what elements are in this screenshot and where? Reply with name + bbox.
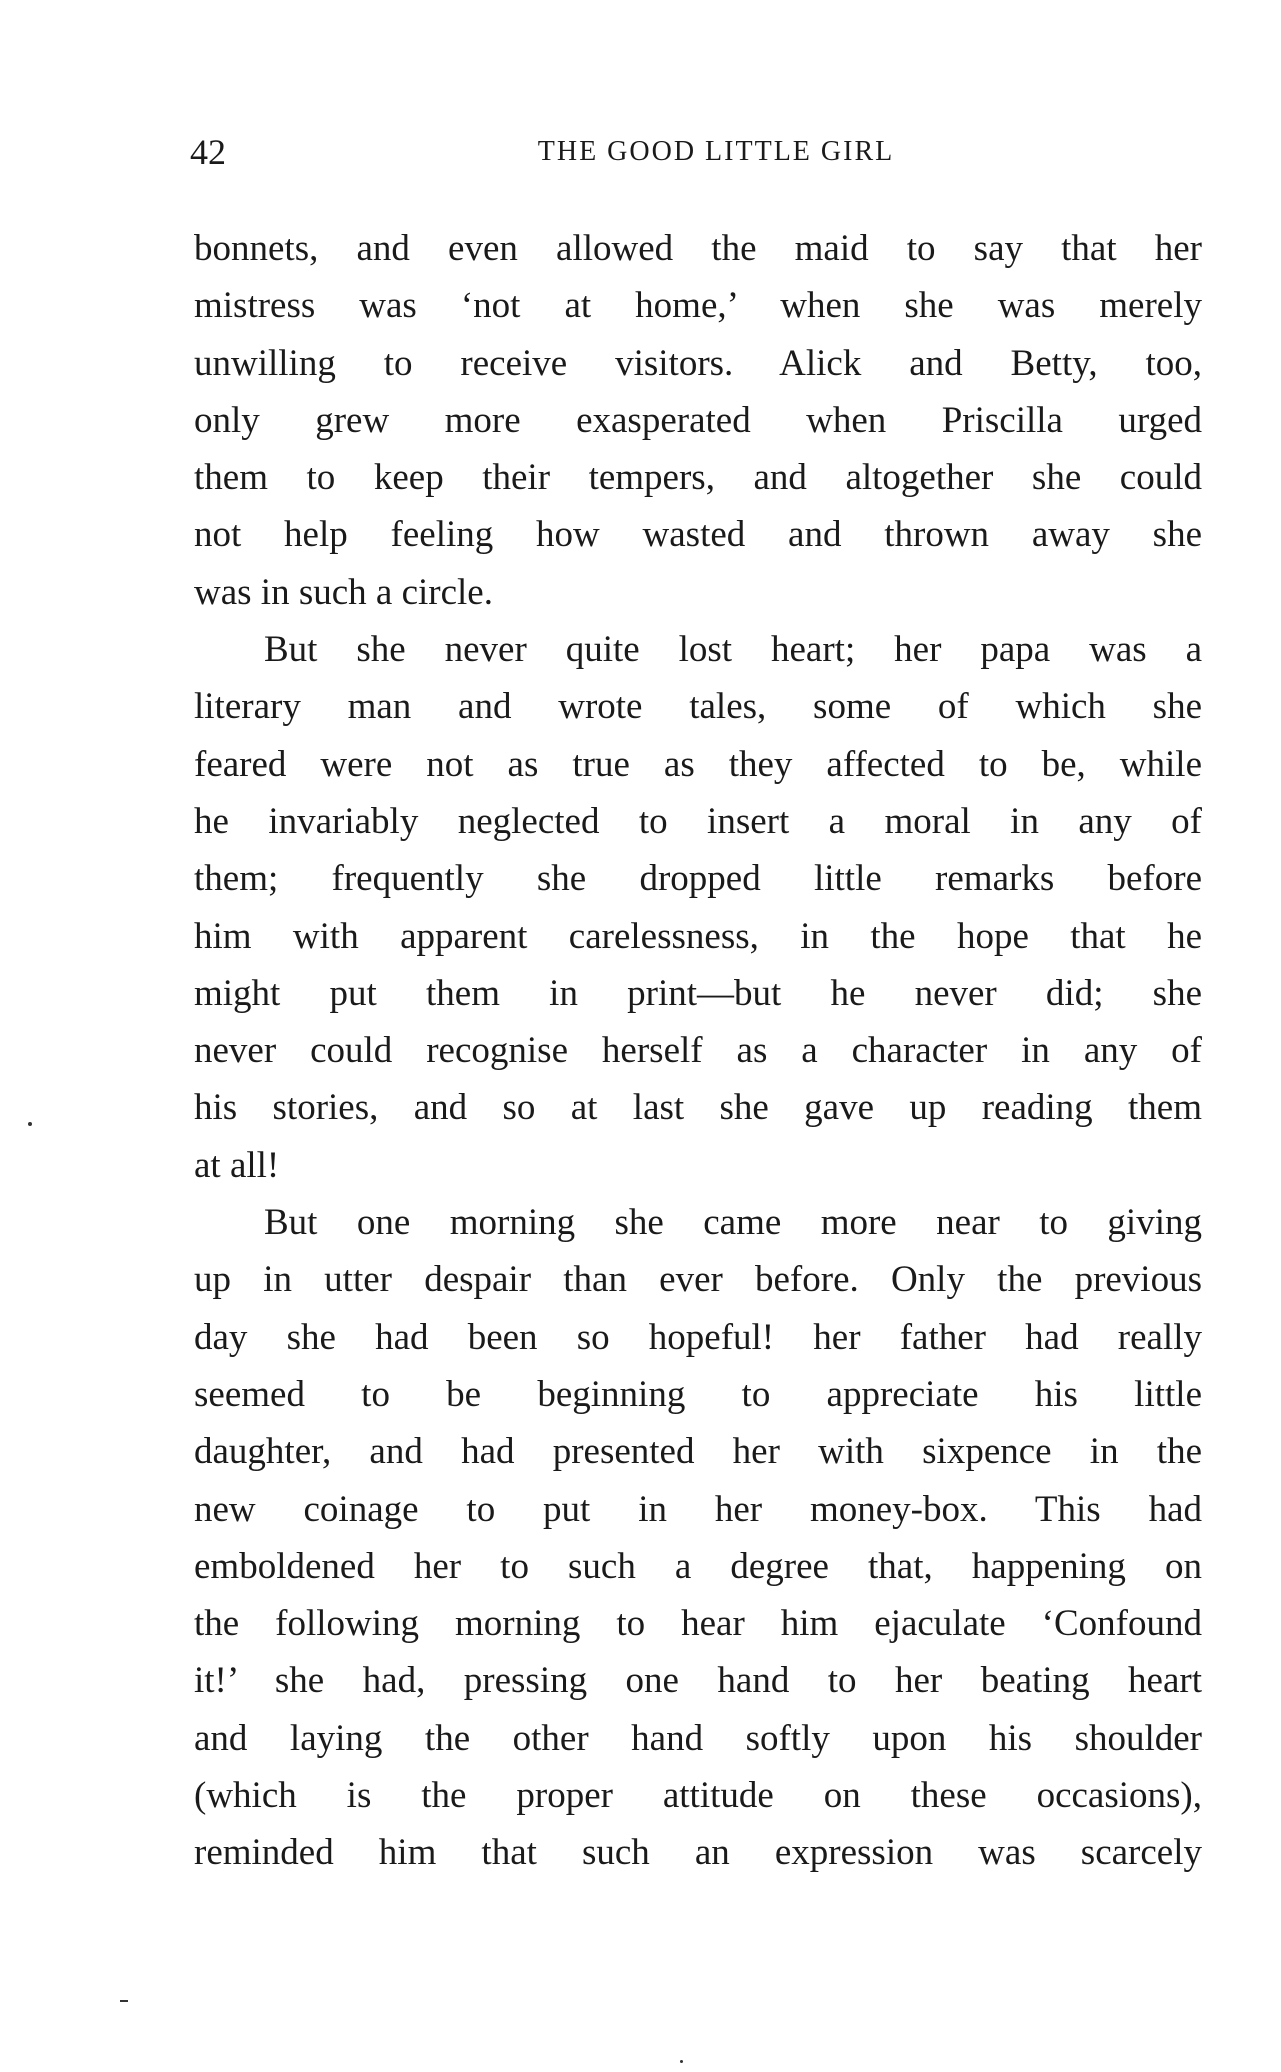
scan-speck [28,1122,32,1126]
text-line: But she never quite lost heart; her papa was a [264,629,1202,671]
text-line: he invariably neglected to insert a moral in any of [194,800,1202,842]
text-line: bonnets, and even allowed the maid to say that her [194,228,1202,269]
text-line: it!’ she had, pressing one hand to her beating heart [194,1660,1202,1702]
text-line: literary man and wrote tales, some of which she [194,686,1202,728]
text-line: at all! [194,1144,280,1186]
text-line: might put them in print—but he never did; she [194,972,1202,1014]
text-line: emboldened her to such a degree that, happening on [194,1545,1202,1587]
text-line: them; frequently she dropped little remarks before [194,858,1202,900]
text-line: reminded him that such an expression was scarcely [194,1832,1202,1874]
text-line: daughter, and had presented her with sixpence in the [194,1431,1202,1473]
text-line: (which is the proper attitude on these occasions), [194,1775,1202,1817]
text-line: seemed to be beginning to appreciate his little [194,1373,1202,1415]
text-line: was in such a circle. [194,571,493,613]
scan-speck [120,2000,128,2002]
text-line: mistress was ‘not at home,’ when she was merely [194,285,1202,327]
text-line: up in utter despair than ever before. Only the previous [194,1259,1202,1301]
text-line: new coinage to put in her money-box. This had [194,1488,1202,1530]
running-title: THE GOOD LITTLE GIRL [537,136,895,167]
page-number: 42 [190,132,226,172]
body-text [194,220,1202,1882]
text-line: them to keep their tempers, and altogether she could [194,457,1202,499]
scan-speck [680,2060,683,2063]
text-line: only grew more exasperated when Priscilla urged [194,399,1202,441]
text-line: him with apparent carelessness, in the hope that he [194,915,1202,957]
text-line: the following morning to hear him ejaculate ‘Confound [194,1603,1202,1645]
page-header [190,130,1202,174]
text-line: his stories, and so at last she gave up reading them [194,1087,1202,1129]
text-line: unwilling to receive visitors. Alick and Betty, too, [194,342,1202,384]
text-line: day she had been so hopeful! her father had really [194,1316,1202,1358]
text-line: not help feeling how wasted and thrown away she [194,514,1202,556]
text-line: feared were not as true as they affected to be, while [194,743,1202,785]
text-line: But one morning she came more near to giving [264,1202,1202,1244]
text-line: never could recognise herself as a character in any of [194,1030,1202,1072]
text-line: and laying the other hand softly upon his shoulder [194,1717,1202,1759]
